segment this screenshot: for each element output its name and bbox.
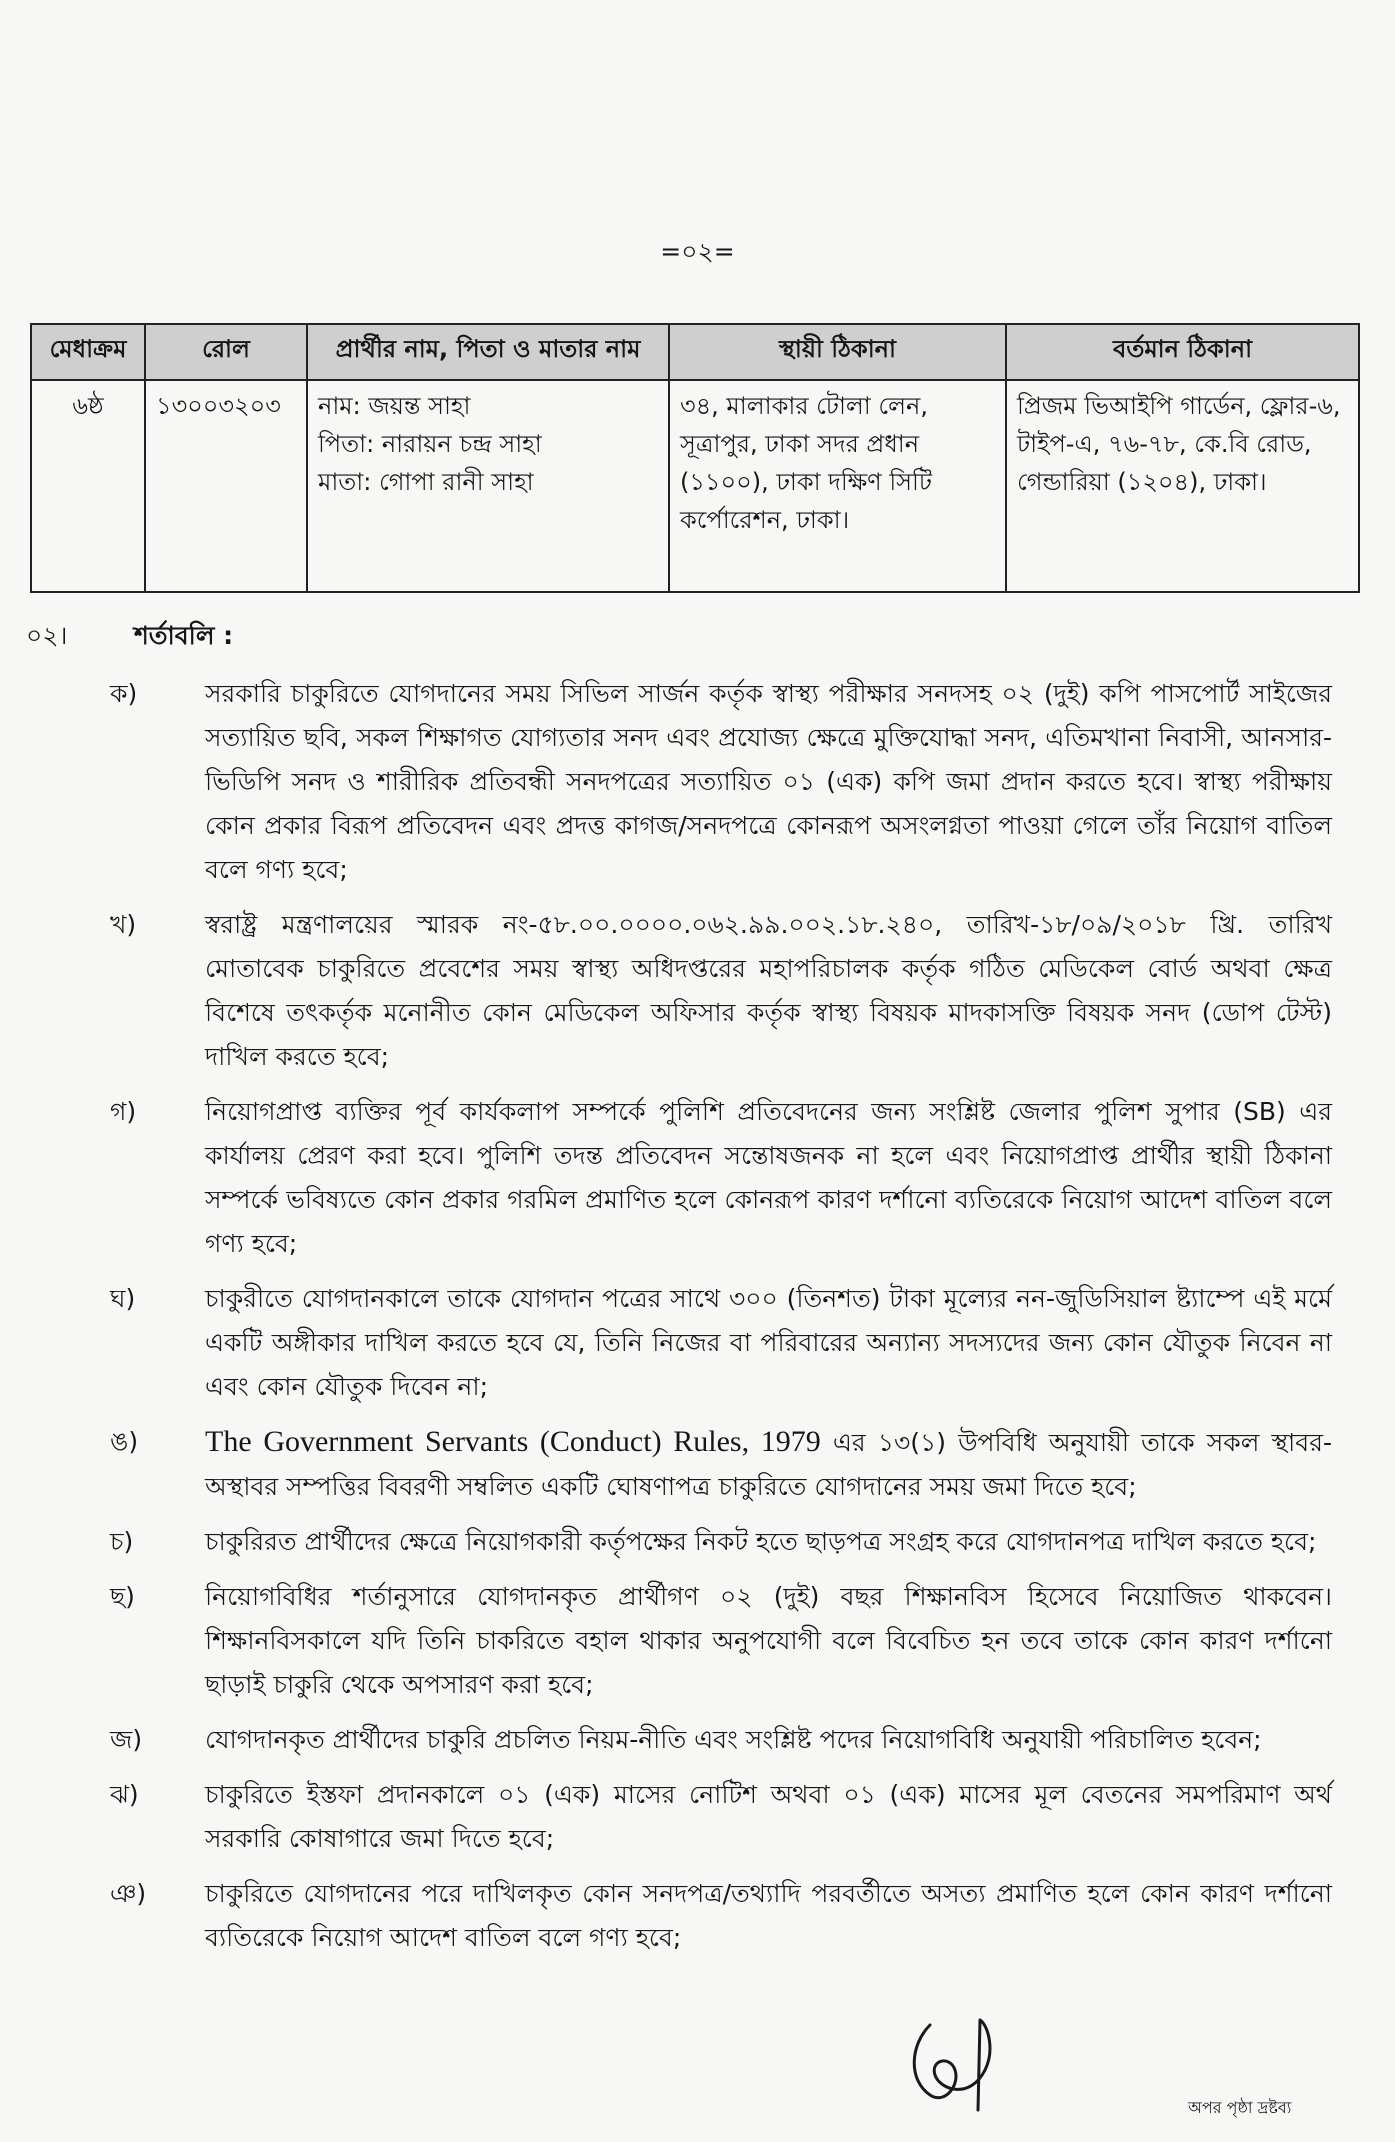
cell-name	[307, 380, 669, 592]
condition-cha	[110, 1520, 1332, 1564]
condition-kha	[110, 903, 1332, 1079]
cell-merit: ৬ষ্ঠ	[31, 380, 145, 592]
section-number: ০২।	[26, 621, 68, 650]
condition-jha	[110, 1773, 1332, 1861]
condition-text: চাকুরিতে ইস্তফা প্রদানকালে ০১ (এক) মাসের নোটিশ অথবা ০১ (এক) মাসের মূল বেতনের সমপরিমাণ অর্থ সরকারি কোষাগারে জমা দিতে হবে;	[205, 1780, 1332, 1853]
condition-ga	[110, 1090, 1332, 1266]
condition-ja	[110, 1718, 1332, 1762]
section-title: শর্তাবলি :	[133, 621, 234, 650]
header-name: প্রার্থীর নাম, পিতা ও মাতার নাম	[307, 324, 669, 380]
condition-label: গ)	[110, 1097, 137, 1126]
condition-label: ছ)	[110, 1582, 135, 1611]
continued-note: অপর পৃষ্ঠা দ্রষ্টব্য	[1188, 2098, 1292, 2117]
table-row	[31, 380, 1359, 592]
condition-text: চাকুরীতে যোগদানকালে তাকে যোগদান পত্রের সাথে ৩০০ (তিনশত) টাকা মূল্যের নন-জুডিসিয়াল ষ্ট্যাম্পে এই মর্মে একটি অঙ্গীকার দাখিল করতে হবে যে, তিনি নিজের বা পরিবারের অন্যান্য সদস্যদের জন্য কোন যৌতুক নিবেন না এবং কোন যৌতুক দিবেন না;	[205, 1284, 1332, 1401]
condition-label: খ)	[110, 910, 137, 939]
condition-text: নিয়োগপ্রাপ্ত ব্যক্তির পূর্ব কার্যকলাপ সম্পর্কে পুলিশি প্রতিবেদনের জন্য সংশ্লিষ্ট জেলার পুলিশ সুপার (SB) এর কার্যালয় প্রেরণ করা হবে। পুলিশি তদন্ত প্রতিবেদন সন্তোষজনক না হলে এবং নিয়োগপ্রাপ্ত প্রার্থীর স্থায়ী ঠিকানা সম্পর্কে ভবিষ্যতে কোন প্রকার গরমিল প্রমাণিত হলে কোনরূপ কারণ দর্শানো ব্যতিরেকে নিয়োগ আদেশ বাতিল বলে গণ্য হবে;	[205, 1097, 1332, 1258]
condition-text: যোগদানকৃত প্রার্থীদের চাকুরি প্রচলিত নিয়ম-নীতি এবং সংশ্লিষ্ট পদের নিয়োগবিধি অনুযায়ী পরিচালিত হবেন;	[205, 1725, 1262, 1754]
candidate-table	[30, 323, 1360, 593]
header-present-address: বর্তমান ঠিকানা	[1006, 324, 1359, 380]
signature-mark	[900, 2010, 1020, 2120]
condition-text	[205, 1420, 1332, 1509]
condition-label: ঝ)	[110, 1780, 139, 1809]
condition-text: চাকুরিরত প্রার্থীদের ক্ষেত্রে নিয়োগকারী কর্তৃপক্ষের নিকট হতে ছাড়পত্র সংগ্রহ করে যোগদানপত্র দাখিল করতে হবে;	[205, 1527, 1317, 1556]
header-merit: মেধাক্রম	[31, 324, 145, 380]
cell-roll: ১৩০০৩২০৩	[145, 380, 307, 592]
conduct-rules-title: The Government Servants (Conduct) Rules, 1979	[205, 1425, 821, 1458]
condition-text: সরকারি চাকুরিতে যোগদানের সময় সিভিল সার্জন কর্তৃক স্বাস্থ্য পরীক্ষার সনদসহ ০২ (দুই) কপি পাসপোর্ট সাইজের সত্যায়িত ছবি, সকল শিক্ষাগত যোগ্যতার সনদ এবং প্রযোজ্য ক্ষেত্রে মুক্তিযোদ্ধা সনদ, এতিমখানা নিবাসী, আনসার-ভিডিপি সনদ ও শারীরিক প্রতিবন্ধী সনদপত্রের সত্যায়িত ০১ (এক) কপি জমা প্রদান করতে হবে। স্বাস্থ্য পরীক্ষায় কোন প্রকার বিরূপ প্রতিবেদন এবং প্রদত্ত কাগজ/সনদপত্রে কোনরূপ অসংলগ্নতা পাওয়া গেলে তাঁর নিয়োগ বাতিল বলে গণ্য হবে;	[205, 679, 1332, 884]
condition-label: ঙ)	[110, 1427, 139, 1456]
cell-present-address: প্রিজম ভিআইপি গার্ডেন, ফ্লোর-৬, টাইপ-এ, ৭৬-৭৮, কে.বি রোড, গেন্ডারিয়া (১২০৪), ঢাকা।	[1006, 380, 1359, 592]
condition-umo	[110, 1420, 1332, 1509]
condition-label: জ)	[110, 1725, 143, 1754]
condition-text-rest: এর ১৩(১) উপবিধি অনুযায়ী তাকে সকল স্থাবর-অস্থাবর সম্পত্তির বিবরণী সম্বলিত একটি ঘোষণাপত্র চাকুরিতে যোগদানের সময় জমা দিতে হবে;	[205, 1428, 1332, 1501]
condition-gha	[110, 1277, 1332, 1409]
table-header-row	[31, 324, 1359, 380]
condition-label: ঞ)	[110, 1879, 147, 1908]
header-roll: রোল	[145, 324, 307, 380]
condition-ka	[110, 672, 1332, 892]
condition-label: ঘ)	[110, 1284, 136, 1313]
cell-permanent-address: ৩৪, মালাকার টোলা লেন, সূত্রাপুর, ঢাকা সদর প্রধান (১১০০), ঢাকা দক্ষিণ সিটি কর্পোরেশন, ঢাকা।	[669, 380, 1006, 592]
condition-label: চ)	[110, 1527, 134, 1556]
conditions-heading	[26, 616, 233, 659]
condition-label: ক)	[110, 679, 138, 708]
condition-text: চাকুরিতে যোগদানের পরে দাখিলকৃত কোন সনদপত্র/তথ্যাদি পরবর্তীতে অসত্য প্রমাণিত হলে কোন কারণ দর্শানো ব্যতিরেকে নিয়োগ আদেশ বাতিল বলে গণ্য হবে;	[205, 1879, 1332, 1952]
candidate-name: নাম: জয়ন্ত সাহা	[318, 392, 471, 420]
page-number: =০২=	[660, 237, 735, 266]
father-name: পিতা: নারায়ন চন্দ্র সাহা	[318, 430, 542, 458]
condition-chha	[110, 1575, 1332, 1707]
condition-text: স্বরাষ্ট্র মন্ত্রণালয়ের স্মারক নং-৫৮.০০.০০০০.০৬২.৯৯.০০২.১৮.২৪০, তারিখ-১৮/০৯/২০১৮ খ্রি. তারিখ মোতাবেক চাকুরিতে প্রবেশের সময় স্বাস্থ্য অধিদপ্তরের মহাপরিচালক কর্তৃক গঠিত মেডিকেল বোর্ড অথবা ক্ষেত্র বিশেষে তৎকর্তৃক মনোনীত কোন মেডিকেল অফিসার কর্তৃক স্বাস্থ্য বিষয়ক মাদকাসক্তি বিষয়ক সনদ (ডোপ টেস্ট) দাখিল করতে হবে;	[205, 910, 1332, 1071]
header-permanent-address: স্থায়ী ঠিকানা	[669, 324, 1006, 380]
condition-text: নিয়োগবিধির শর্তানুসারে যোগদানকৃত প্রার্থীগণ ০২ (দুই) বছর শিক্ষানবিস হিসেবে নিয়োজিত থাকবেন। শিক্ষানবিসকালে যদি তিনি চাকরিতে বহাল থাকার অনুপযোগী বলে বিবেচিত হন তবে তাকে কোন কারণ দর্শানো ছাড়াই চাকুরি থেকে অপসারণ করা হবে;	[205, 1582, 1332, 1699]
conditions-list	[110, 672, 1332, 1971]
mother-name: মাতা: গোপা রানী সাহা	[318, 468, 534, 496]
condition-nio	[110, 1872, 1332, 1960]
